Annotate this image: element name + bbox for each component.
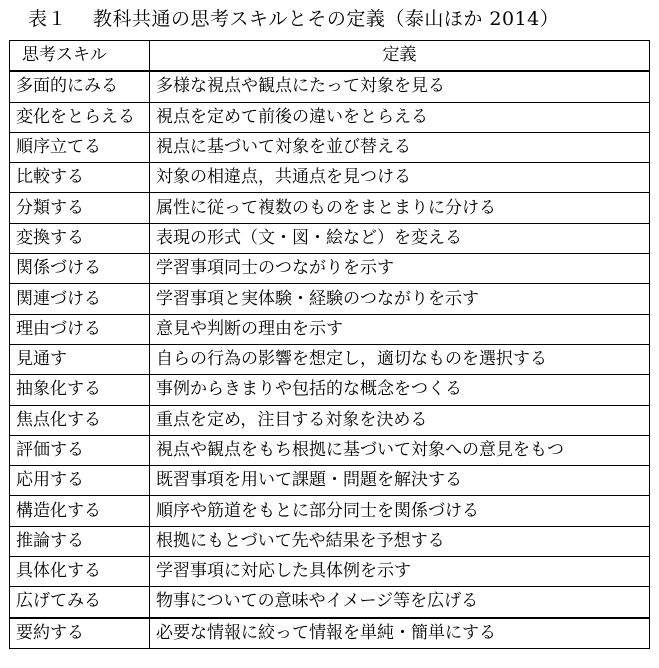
skill-cell: 構造化する [10, 496, 150, 526]
table-row [10, 496, 650, 526]
skill-cell: 要約する [10, 618, 150, 649]
definition-cell: 根拠にもとづいて先や結果を予想する [150, 526, 650, 556]
skill-cell: 関連づける [10, 284, 150, 314]
skill-cell: 関係づける [10, 254, 150, 284]
table-row [10, 526, 650, 556]
definition-cell: 既習事項を用いて課題・問題を解決する [150, 466, 650, 496]
column-header-definition: 定義 [150, 41, 650, 72]
table-row [10, 102, 650, 132]
skill-cell: 評価する [10, 435, 150, 465]
table-row [10, 557, 650, 587]
skill-cell: 順序立てる [10, 132, 150, 162]
table-row [10, 314, 650, 344]
table-row [10, 435, 650, 465]
definition-cell: 自らの行為の影響を想定し，適切なものを選択する [150, 344, 650, 374]
definition-cell: 重点を定め，注目する対象を決める [150, 405, 650, 435]
skill-cell: 比較する [10, 163, 150, 193]
skill-cell: 分類する [10, 193, 150, 223]
column-header-skill: 思考スキル [10, 41, 150, 72]
table-row [10, 163, 650, 193]
definition-cell: 順序や筋道をもとに部分同士を関係づける [150, 496, 650, 526]
skill-cell: 多面的にみる [10, 71, 150, 102]
skill-cell: 変換する [10, 223, 150, 253]
header-row [10, 41, 650, 72]
definition-cell: 多様な視点や観点にたって対象を見る [150, 71, 650, 102]
definition-cell: 学習事項と実体験・経験のつながりを示す [150, 284, 650, 314]
skill-cell: 変化をとらえる [10, 102, 150, 132]
definition-cell: 事例からきまりや包括的な概念をつくる [150, 375, 650, 405]
skill-cell: 理由づける [10, 314, 150, 344]
table-row [10, 71, 650, 102]
skill-cell: 推論する [10, 526, 150, 556]
definition-cell: 必要な情報に絞って情報を単純・簡単にする [150, 618, 650, 649]
table-caption [28, 4, 559, 34]
table-title: 教科共通の思考スキルとその定義（泰山ほか 2014） [93, 8, 560, 30]
definition-cell: 視点を定めて前後の違いをとらえる [150, 102, 650, 132]
skill-cell: 具体化する [10, 557, 150, 587]
definition-cell: 物事についての意味やイメージ等を広げる [150, 587, 650, 618]
skill-cell: 見通す [10, 344, 150, 374]
definition-cell: 学習事項に対応した具体例を示す [150, 557, 650, 587]
table-row [10, 284, 650, 314]
table-row [10, 132, 650, 162]
definition-cell: 対象の相違点，共通点を見つける [150, 163, 650, 193]
definition-cell: 属性に従って複数のものをまとまりに分ける [150, 193, 650, 223]
table-row [10, 193, 650, 223]
skill-cell: 応用する [10, 466, 150, 496]
table-row [10, 405, 650, 435]
skill-cell: 広げてみる [10, 587, 150, 618]
table-row [10, 466, 650, 496]
definition-cell: 意見や判断の理由を示す [150, 314, 650, 344]
definition-cell: 表現の形式（文・図・絵など）を変える [150, 223, 650, 253]
table-row [10, 344, 650, 374]
table-row [10, 223, 650, 253]
skill-cell: 抽象化する [10, 375, 150, 405]
definition-cell: 視点や観点をもち根拠に基づいて対象への意見をもつ [150, 435, 650, 465]
table-row [10, 375, 650, 405]
thinking-skills-table [9, 40, 650, 649]
definition-cell: 学習事項同士のつながりを示す [150, 254, 650, 284]
table-row [10, 587, 650, 618]
definition-cell: 視点に基づいて対象を並び替える [150, 132, 650, 162]
table-row [10, 254, 650, 284]
table-row [10, 618, 650, 649]
table-number: 表１ [28, 8, 68, 30]
skill-cell: 焦点化する [10, 405, 150, 435]
